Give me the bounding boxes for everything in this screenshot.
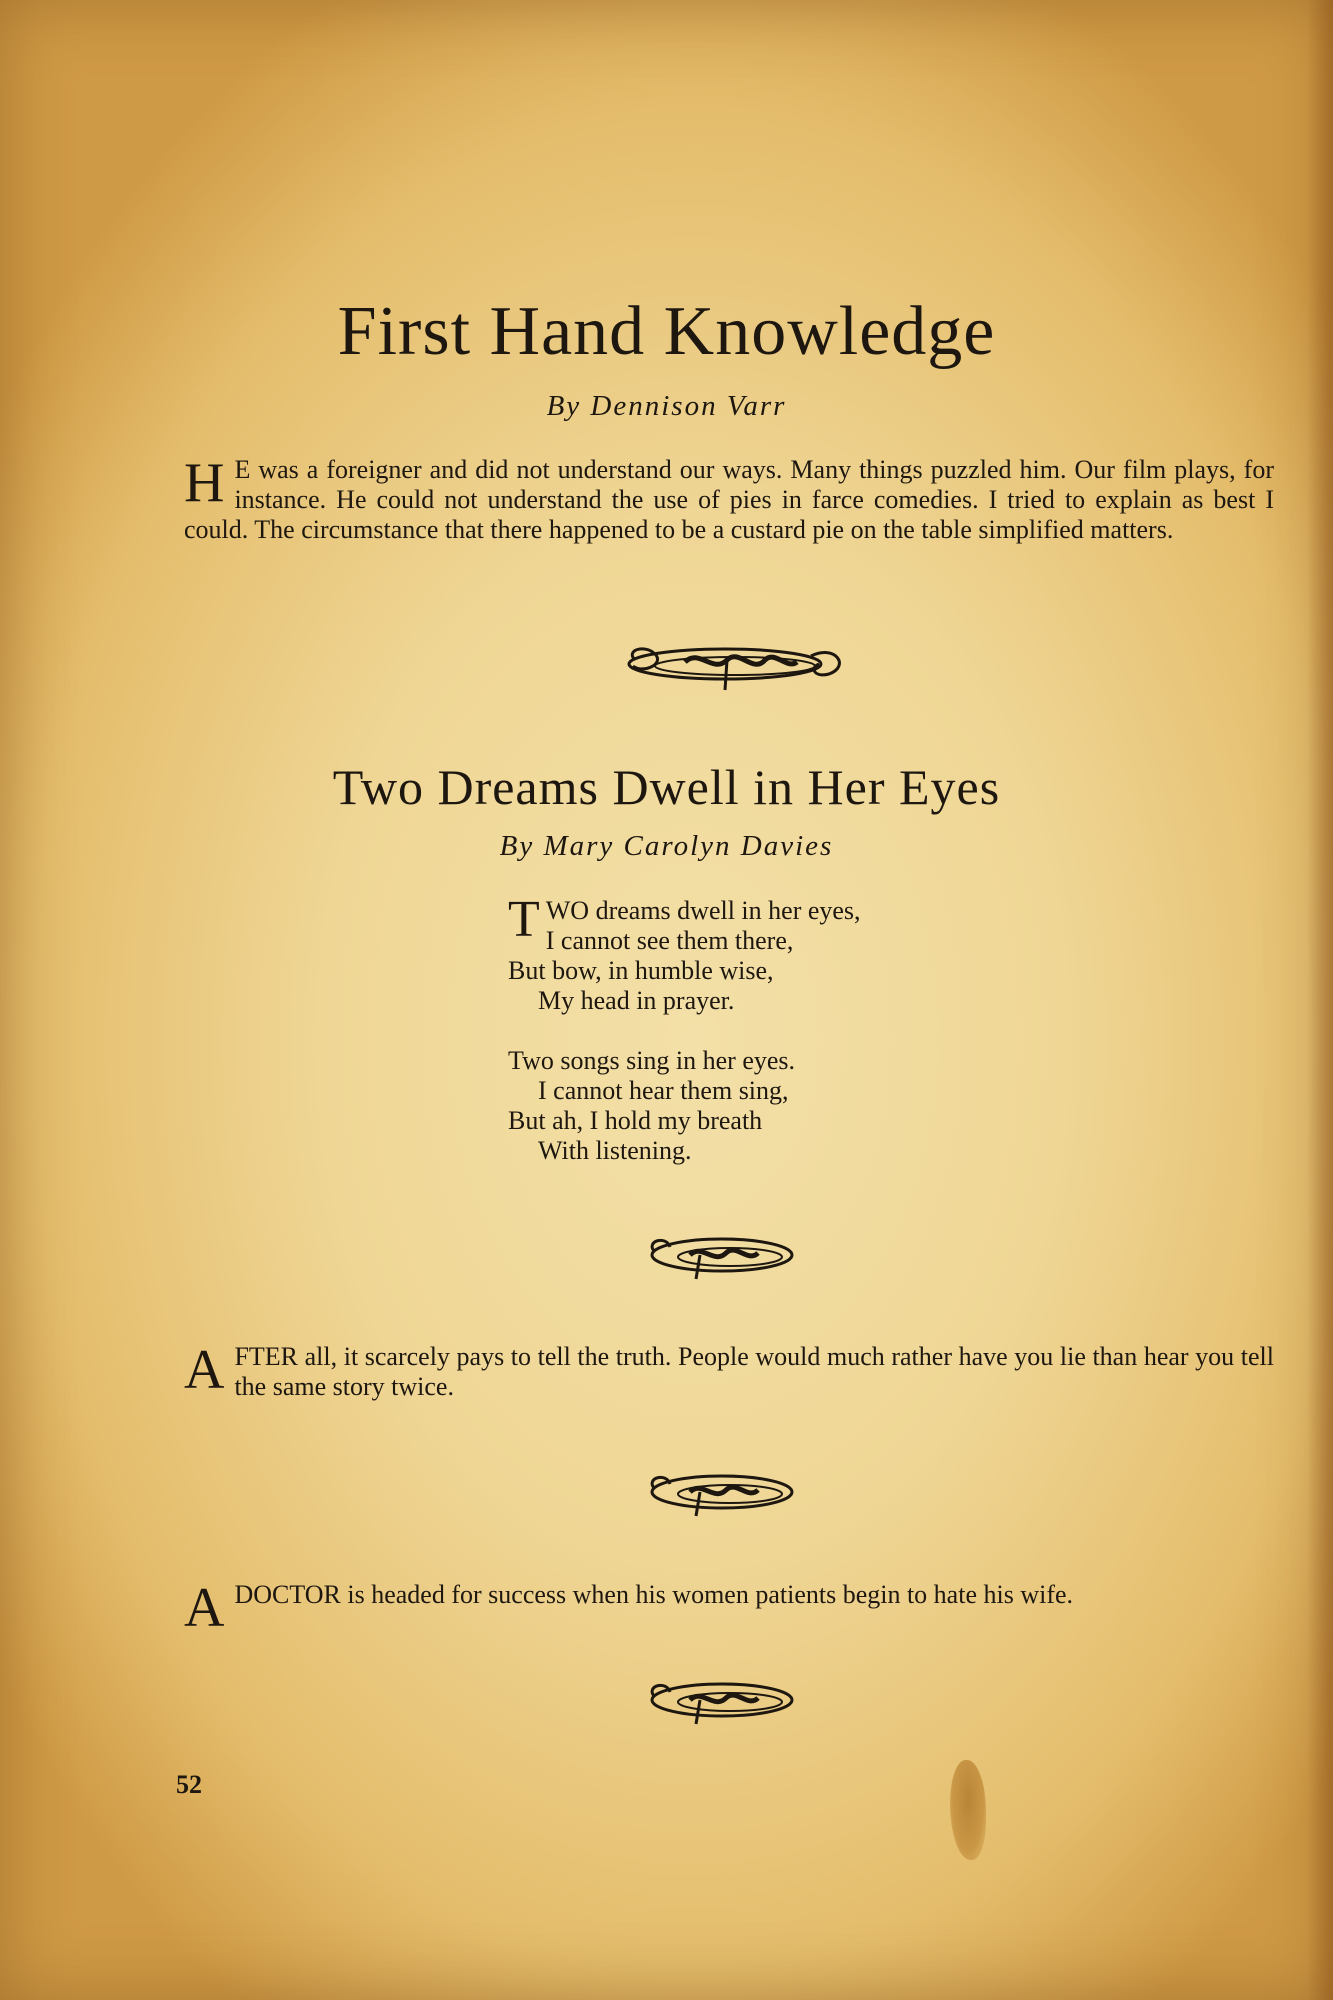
drop-cap: H — [184, 452, 225, 514]
poem-line: But ah, I hold my breath — [508, 1106, 763, 1135]
paragraph-text: FTER all, it scarcely pays to tell the truth. People would much rather have you lie than hear you tell the same story twice. — [234, 1342, 1274, 1401]
paper-stain — [950, 1760, 986, 1860]
article-body-first-hand-knowledge — [184, 452, 1274, 545]
poem-stanza — [508, 891, 1028, 1016]
article-body-text: E was a foreigner and did not understand our ways. Many things puzzled him. Our film plays, for instance. He could not understand the use of pies in farce comedies. I tried to explain as best I could. The circumstance that there happened to be a custard pie on the table simplified matters. — [184, 455, 1274, 544]
poem-line: WO dreams dwell in her eyes, — [545, 896, 861, 925]
article-byline-dennison-varr: By Dennison Varr — [546, 390, 787, 422]
poem-stanza — [508, 1046, 1028, 1166]
poem-line: With listening. — [538, 1136, 692, 1165]
ornament-divider-icon — [640, 1225, 800, 1285]
article-title-first-hand-knowledge: First Hand Knowledge — [337, 293, 996, 370]
ornament-divider-icon — [640, 1670, 800, 1730]
drop-cap: A — [184, 1339, 225, 1401]
paragraph-after-all — [184, 1339, 1274, 1402]
ornament-divider-icon — [640, 1462, 800, 1522]
poem-line: But bow, in humble wise, — [508, 956, 774, 985]
page-number: 52 — [176, 1770, 202, 1799]
poem-line: My head in prayer. — [538, 986, 735, 1015]
paragraph-doctor — [184, 1577, 1274, 1639]
poem-byline-mary-carolyn-davies: By Mary Carolyn Davies — [499, 830, 834, 862]
poem-body — [508, 891, 1028, 1196]
drop-cap: T — [508, 891, 540, 948]
poem-line: I cannot hear them sing, — [538, 1076, 789, 1105]
poem-line: I cannot see them there, — [545, 926, 794, 955]
poem-line: Two songs sing in her eyes. — [508, 1046, 796, 1075]
drop-cap: A — [184, 1577, 225, 1639]
ornament-divider-icon — [615, 630, 865, 700]
poem-title: Two Dreams Dwell in Her Eyes — [332, 759, 1001, 815]
paragraph-text: DOCTOR is headed for success when his women patients begin to hate his wife. — [234, 1580, 1074, 1609]
